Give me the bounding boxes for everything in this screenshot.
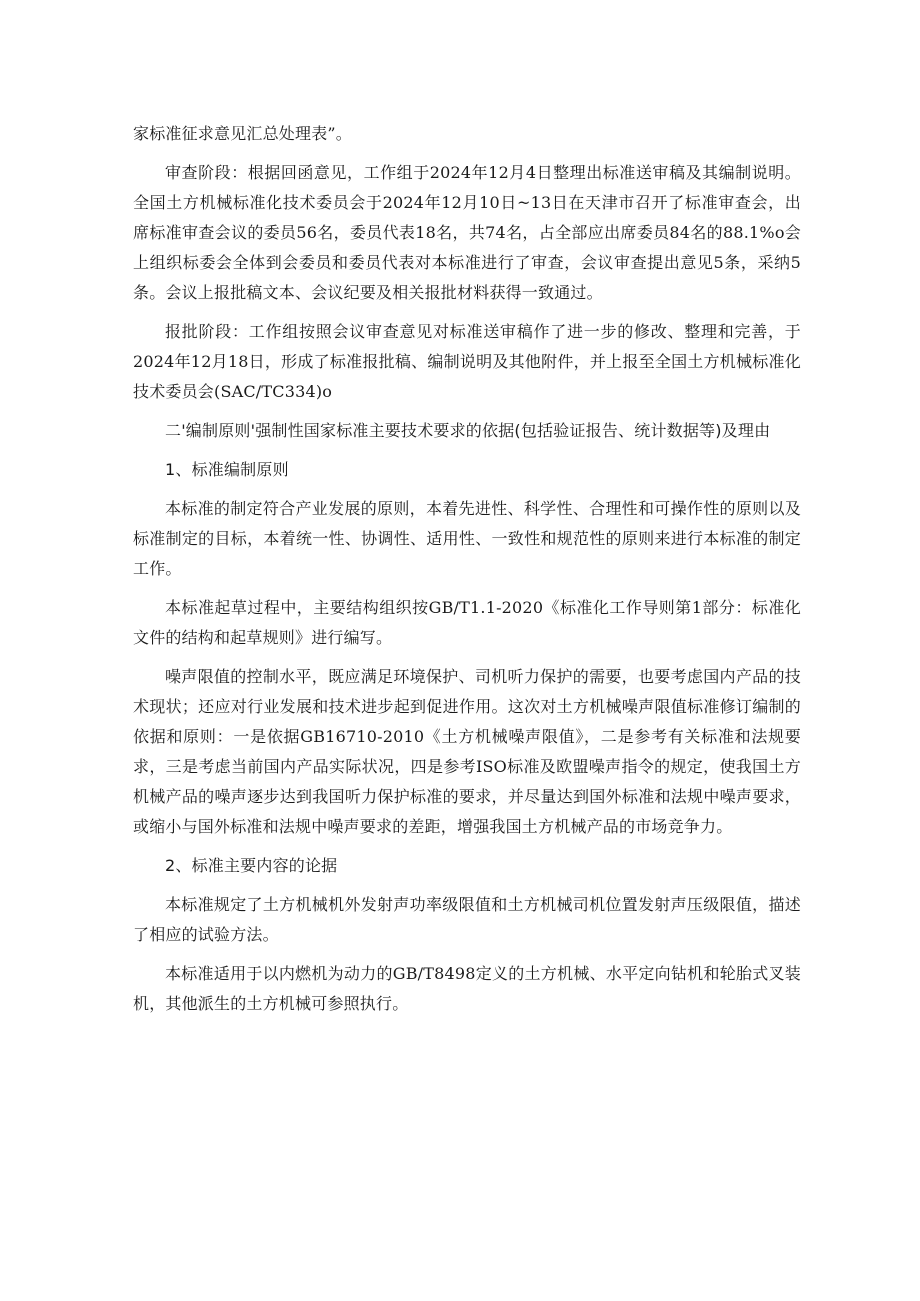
subsection-heading-1: 1、标准编制原则 (165, 460, 289, 479)
paragraph-principle: 本标准的制定符合产业发展的原则，本着先进性、科学性、合理性和可操作性的原则以及标准制定的目标，本着统一性、协调性、适用性、一致性和规范性的原则来进行本标准的制定工作。 (133, 499, 801, 578)
document-page (133, 119, 801, 1019)
subsection-heading-2: 2、标准主要内容的论据 (165, 856, 338, 875)
section-heading-2: 二'编制原则'强制性国家标准主要技术要求的依据(包括验证报告、统计数据等)及理由 (165, 421, 771, 440)
paragraph-approval-stage: 报批阶段：工作组按照会议审查意见对标准送审稿作了进一步的修改、整理和完善，于2024年12月18日，形成了标准报批稿、编制说明及其他附件，并上报至全国土方机械标准化技术委员会(SAC/TC334)o (133, 322, 801, 401)
paragraph-review-stage: 审查阶段：根据回函意见，工作组于2024年12月4日整理出标准送审稿及其编制说明。全国土方机械标准化技术委员会于2024年12月10日~13日在天津市召开了标准审查会，出席标准审查会议的委员56名，委员代表18名，共74名，占全部应出席委员84名的88.1%o会上组织标委会全体到会委员和委员代表对本标准进行了审查，会议审查提出意见5条，采纳5条。会议上报批稿文本、会议纪要及相关报批材料获得一致通过。 (133, 163, 801, 302)
paragraph-structure: 本标准起草过程中，主要结构组织按GB/T1.1-2020《标准化工作导则第1部分：标准化文件的结构和起草规则》进行编写。 (133, 598, 801, 647)
paragraph-scope-content: 本标准规定了土方机械机外发射声功率级限值和土方机械司机位置发射声压级限值，描述了相应的试验方法。 (133, 895, 801, 944)
paragraph-continuation: 家标准征求意见汇总处理表”。 (133, 124, 352, 143)
paragraph-applicability: 本标准适用于以内燃机为动力的GB/T8498定义的土方机械、水平定向钻机和轮胎式叉装机，其他派生的土方机械可参照执行。 (133, 964, 801, 1013)
paragraph-noise-limit: 噪声限值的控制水平，既应满足环境保护、司机听力保护的需要，也要考虑国内产品的技术现状；还应对行业发展和技术进步起到促进作用。这次对土方机械噪声限值标准修订编制的依据和原则：一是依据GB16710-2010《土方机械噪声限值》，二是参考有关标准和法规要求，三是考虑当前国内产品实际状况，四是参考ISO标准及欧盟噪声指令的规定，使我国土方机械产品的噪声逐步达到我国听力保护标准的要求，并尽量达到国外标准和法规中噪声要求，或缩小与国外标准和法规中噪声要求的差距，增强我国土方机械产品的市场竞争力。 (133, 667, 801, 836)
